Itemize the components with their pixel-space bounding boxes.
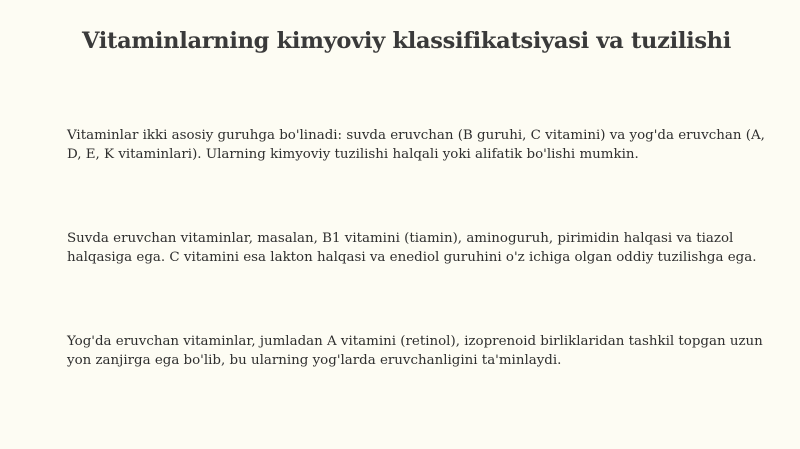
slide-title: Vitaminlarning kimyoviy klassifikatsiyasi va tuzilishi (82, 28, 731, 54)
paragraph-fat-soluble: Yog'da eruvchan vitaminlar, jumladan A vitamini (retinol), izoprenoid birliklaridan tashkil topgan uzun yon zanjirga ega bo'lib, bu ularning yog'larda eruvchanligini ta'minlaydi. (67, 334, 763, 368)
paragraph-water-soluble: Suvda eruvchan vitaminlar, masalan, B1 vitamini (tiamin), aminoguruh, pirimidin halqasi va tiazol halqasiga ega. C vitamini esa lakton halqasi va enediol guruhini o'z ichiga olgan oddiy tuzilishga ega. (67, 231, 757, 265)
paragraph-vitamin-groups: Vitaminlar ikki asosiy guruhga bo'linadi: suvda eruvchan (B guruhi, C vitamini) va yog'da eruvchan (A, D, E, K vitaminlari). Ularning kimyoviy tuzilishi halqali yoki alifatik bo'lishi mumkin. (67, 128, 765, 162)
